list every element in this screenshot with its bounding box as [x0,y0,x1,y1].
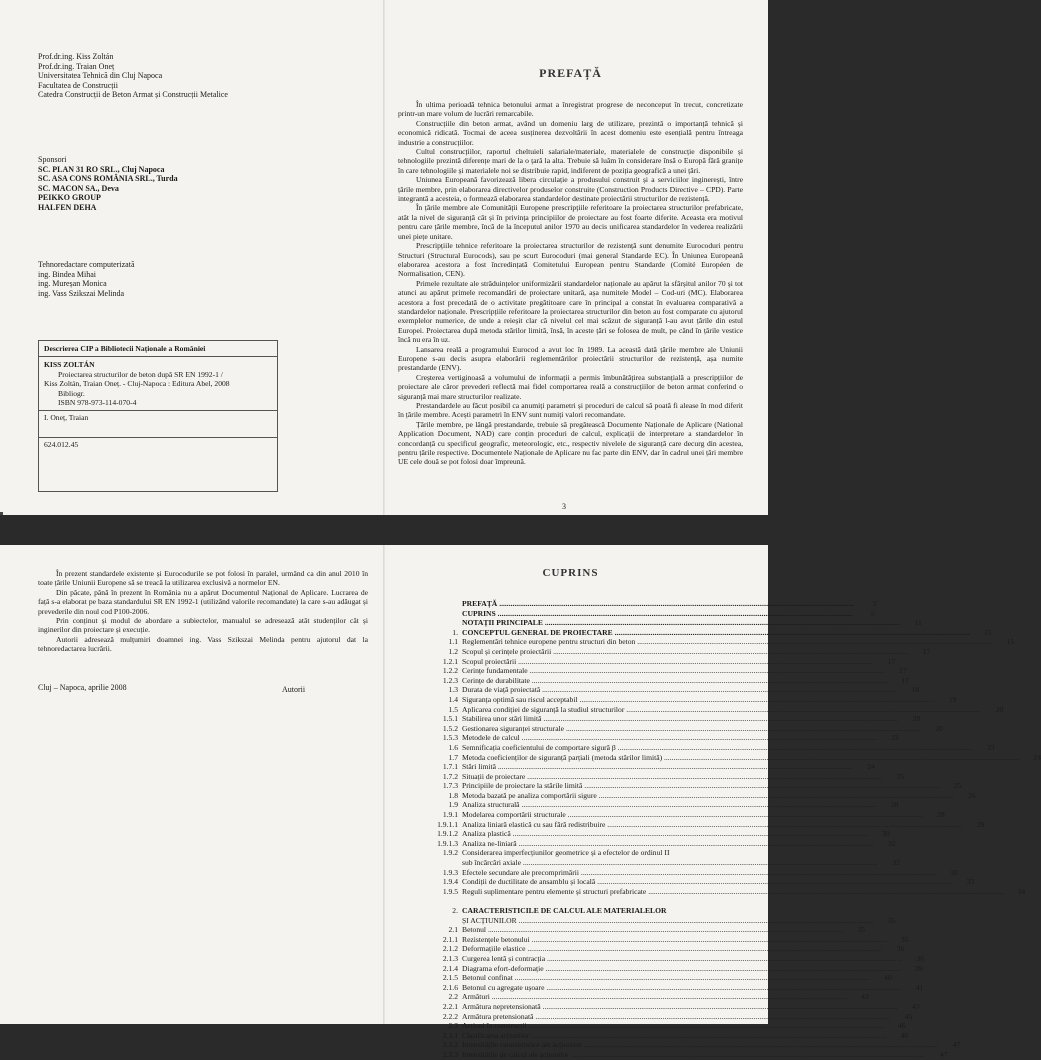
toc-number: 1.5.3 [442,733,458,743]
toc-row [398,896,738,906]
toc-number: 1.5.1 [442,714,458,724]
toc-row [398,906,738,916]
toc-entry-title: Situații de proiectare ..... [462,772,882,782]
toc-entry-title: CUPRINS ..... [462,609,853,619]
cip-code: 624.012.45 [39,437,277,451]
toc-page-number [716,848,738,858]
toc-number: 1.9.1 [442,810,458,820]
toc-page-number: 18 [911,685,920,695]
preface-paragraph: Țările membre, pe lângă prestandarde, trebuie să pregătească Documente Naționale de Aplicare (National Application Document, NAD) care conțin proceduri de calcul, explicații de interpretare a standardelor în concordanță cu specificul geografic, meteorologic, etc., respectiv nivelele de siguranță care decurg din acestea, pentru țările respective. Documentele Naționale de Aplicare nu fac parte din ENV, dar în cadrul unei țări membre UE cele două se pot folosi doar împreună. [398,419,743,467]
toc-entry-title: Principiile de proiectare la stările limită ..... [462,781,939,791]
preface-paragraph: În ultima perioadă tehnica betonului armat a înregistrat progrese de neconceput în trecut, concretizate printr-un mare volum de lucrări remarcabile. [398,100,743,119]
sponsor-line: PEIKKO GROUP [38,193,101,203]
author-line: Prof.dr.ing. Traian Oneț [38,61,115,71]
toc-row [398,599,877,609]
continuation-paragraph: În prezent standardele existente și Eurocodurile se pot folosi în paralel, urmând ca din anul 2010 în toate țările Uniunii Europene să se treacă la utilizarea exclusivă a normelor EN. [38,569,368,588]
toc-entry-title: Cerințe fundamentale ..... [462,666,884,676]
toc-entry-title: Intensitățile de calcul ale acțiunilor ..... [462,1050,926,1060]
toc-entry-title: Betonul ..... [462,925,843,935]
toc-entry-title: Durata de viață proiectată ..... [462,685,897,695]
toc-row [398,656,896,667]
toc-page-number: 17 [898,666,907,676]
toc-entry-title: Betonul confinat ..... [462,973,870,983]
cip-title-line: ISBN 978-973-114-070-4 [58,398,137,408]
toc-page-number: 17 [901,675,909,685]
toc-number: 2.3.1 [442,1030,458,1040]
toc-page-number: 39 [914,963,923,973]
signature: Autorii [282,685,306,694]
toc-number: 1.9.1.1 [437,819,458,829]
toc-row [398,992,869,1002]
toc-number: 1.9.4 [442,877,458,887]
toc-row [398,1040,961,1050]
toc-row [398,1001,920,1012]
toc-row [398,646,931,657]
toc-row [398,1049,948,1060]
cip-author: KISS ZOLTÁN [44,360,95,370]
toc-page-number: 5 [870,608,875,618]
toc-row [398,781,962,791]
toc-row [398,915,896,926]
toc-number: 1.9.1.2 [437,829,458,839]
toc-entry-title: Scopul proiectării ..... [462,657,873,667]
toc-entry-title: Efectele secundare ale precomprimării ..... [462,868,936,878]
toc-page-number [716,906,738,916]
toc-page-number: 33 [966,877,975,887]
toc-row [398,953,925,964]
toc-page-number: 17 [887,656,896,666]
toc-page-number: 28 [937,810,945,820]
toc-row [398,810,945,820]
toc-page-number: 43 [861,992,869,1002]
sponsor-line: SC. ASA CONS ROMÂNIA SRL., Turda [38,174,178,184]
toc-page-number: 34 [1017,886,1026,896]
toc-number [398,858,462,868]
toc-number: 2.1.2 [442,944,458,954]
toc-row [398,627,992,638]
toc-entry-title: CARACTERISTICILE DE CALCUL ALE MATERIALELOR [462,906,667,915]
toc-page-number: 28 [890,800,899,810]
toc-entry-title: Metoda coeficienților de siguranță parțiali (metoda stărilor limită) ..... [462,753,1019,763]
toc-entry-title: Analiza liniară elastică cu sau fără redistribuire ..... [462,820,962,830]
toc-number: 1.4 [448,694,458,704]
toc-row [398,1011,913,1022]
toc-entry-title: Aplicarea condiției de siguranță la studiul structurilor ..... [462,705,981,715]
toc-page-number [716,896,738,906]
gutter [383,0,385,515]
toc-entry-title: Considerarea imperfecțiunilor geometrice și a efectelor de ordinul II [462,848,670,858]
toc-number: 1.5 [448,704,458,714]
author-block [38,52,368,100]
tehno-block [38,260,368,298]
toc-page-number: 47 [952,1040,961,1050]
preface-paragraph: Lansarea reală a programului Eurocod a avut loc în 1989. La această dată țările membre ale Uniunii Europene s-au decis asupra elaborării reglementărilor proiectării structurilor de rezistență, așa numite prestandarde (ENV). [398,344,743,373]
cip-body [39,357,277,410]
toc-entry-title: Betonul cu agregate ușoare ..... [462,983,901,993]
toc-page-number: 36 [916,953,925,963]
tehno-line: ing. Vass Szikszai Melinda [38,288,125,298]
toc-entry-title: Armături ..... [462,992,847,1002]
toc-number: 2.3 [448,1021,458,1031]
toc-row [398,714,921,724]
preface-body [398,100,743,467]
toc-number: 2.2.2 [442,1011,458,1021]
preface-title: PREFAȚĂ [539,66,602,80]
toc-entry-title: Diagrama efort-deformație ..... [462,964,901,974]
preface-paragraph: Creșterea vertiginoasă a volumului de informații a permis îmbunătățirea substanțială a prescripțiilor de proiectare ale căror prevederi reflectă mai fidel comportarea reală a construcțiilor de beton armat conferind o siguranță mai mare structurilor realizate. [398,372,743,401]
toc-number: 1.2.1 [442,656,458,666]
toc-row [398,848,738,858]
toc-page-number: 22 [891,733,899,743]
toc-number: 2.1.5 [442,973,458,983]
toc-page-number: 23 [987,742,995,752]
toc-row [398,858,900,868]
toc-page-number: 25 [953,781,962,791]
toc-row [398,973,892,983]
toc-row [398,694,957,705]
toc-number: 1.3 [448,685,458,695]
preface-paragraph: Construcțiile din beton armat, având un domeniu larg de utilizare, prezintă o importanță tehnică și economică ridicată. Tocmai de aceea susținerea dezvoltării în acest domeniu este esențială pentru întreaga industrie a construcțiilor. [398,118,743,147]
toc-row [398,819,985,830]
toc-number: 1.8 [448,790,458,800]
toc-page-number: 36 [896,944,905,954]
toc-entry-title: Semnificația coeficientului de comportare sigură β ..... [462,743,973,753]
page-number: 3 [562,502,566,511]
toc-number [398,916,462,926]
sponsor-line: SC. PLAN 31 RO SRL., Cluj Napoca [38,164,165,174]
cip-header: Descrierea CIP a Bibliotecii Naționale a României [39,341,277,357]
preface-paragraph: Prescripțiile tehnice referitoare la proiectarea structurilor de rezistență sunt denumite Eurocoduri pentru Structuri (Structural Eurocods), sau pe scurt Eurocoduri (mai general Standarde EC). În Uniunea Europeană elaborarea acestora a fost încredințată Comitetului European pentru Standarde (Comité Européen de Normalisation, CEN). [398,241,743,279]
contents-title: CUPRINS [542,567,599,579]
toc-page-number: 35 [857,925,865,935]
toc-page-number: 24 [867,762,875,772]
toc-page-number: 26 [968,790,976,800]
toc-page-number: 15 [1006,637,1015,647]
toc-entry-title: Scopul și cerințele proiectării ..... [462,647,908,657]
toc-entry-title: PREFAȚĂ ..... [462,599,854,609]
toc-entry-title: Acțiuni în construcții ..... [462,1021,883,1031]
toc-number: 1.7 [448,752,458,762]
toc-number: 2.3.3 [442,1049,458,1059]
scan-mark [0,512,3,515]
toc-row [398,704,1004,715]
toc-entry-title: Metodele de calcul ..... [462,733,877,743]
toc-number: 1.9.5 [442,886,458,896]
toc-entry-title: Analiza structurală ..... [462,800,876,810]
toc-row [398,886,1026,897]
toc-row [398,963,923,974]
toc-entry-title: Gestionarea siguranței structurale ..... [462,724,921,734]
tehno-line: ing. Mureșan Monica [38,279,107,289]
continuation-body [38,569,368,654]
toc-number: 1.7.1 [442,762,458,772]
sponsors-label: Sponsori [38,155,67,164]
toc-number: 2.1.1 [442,934,458,944]
toc-row [398,637,1015,647]
toc-row [398,982,924,993]
toc-page-number: 32 [950,867,958,877]
table-of-contents [398,599,1041,1060]
toc-row [398,838,896,849]
toc-page-number: 32 [887,838,896,848]
toc-row [398,944,905,954]
toc-number: 1.7.2 [442,771,458,781]
toc-row [398,762,875,772]
toc-number: 1. [452,627,458,637]
continuation-paragraph: Din păcate, până în prezent în România nu a apărut Documentul Național de Aplicare. Lucrarea de față s-a elaborat pe baza standardului SR EN 1992-1 (utilizând valorile recomandate) la care s-au adăugat și prevederile din noul cod P100-2006. [38,587,368,616]
gutter [383,545,385,1024]
toc-entry-title: Analiza ne-liniară ..... [462,839,874,849]
toc-row [398,723,943,734]
toc-number: 1.9.1.3 [437,838,458,848]
toc-number: 1.2 [448,646,458,656]
toc-row [398,752,1041,763]
toc-page-number: 46 [897,1021,906,1031]
toc-number: 1.9 [448,800,458,810]
toc-row [398,829,890,839]
toc-entry-title: Stabilirea unor stări limită ..... [462,714,898,724]
cip-title-line: Proiectarea structurilor de beton după SR EN 1992-1 / [58,369,223,379]
continuation-paragraph: Prin conținut și modul de abordare a subiectelor, manualul se adresează atât studenților cât și inginerilor din proiectare și execuție. [38,616,368,635]
cip-title-line: Kiss Zoltán, Traian Oneț. - Cluj-Napoca : Editura Abel, 2008 [44,379,230,389]
toc-row [398,877,975,887]
toc-page-number: 20 [912,714,921,724]
toc-number [398,896,462,906]
toc-entry-title: Modelarea comportării structurale ..... [462,810,923,820]
cip-box [38,340,278,492]
toc-entry-title: Rezistențele betonului ..... [462,935,887,945]
toc-page-number: 17 [922,646,931,656]
toc-entry-title: ȘI ACȚIUNILOR ..... [462,916,874,926]
toc-page-number: 46 [900,1030,909,1040]
toc-number: 2.1.3 [442,953,458,963]
toc-row [398,1030,909,1041]
toc-entry-title: Reguli suplimentare pentru elemente și structuri prefabricate ..... [462,887,1003,897]
toc-entry-title: Cerințe de durabilitate ..... [462,676,887,686]
bottom-spread [0,545,1041,1059]
author-line: Facultatea de Construcții [38,80,118,90]
toc-entry-title: CONCEPTUL GENERAL DE PROIECTARE ..... [462,628,970,638]
toc-entry-title: Curgerea lentă și contracția ..... [462,954,902,964]
toc-number: 2.1 [448,925,458,935]
toc-row [398,934,909,945]
toc-number: 2. [452,906,458,915]
toc-page-number: 41 [915,982,924,992]
toc-page-number: 32 [892,858,900,868]
toc-number [398,599,462,609]
toc-number: 1.5.2 [442,723,458,733]
preface-paragraph: Uniunea Europeană favorizează libera circulație a produsului construit și a serviciilor inginerești, între țările membre, prin elaborarea directivelor produselor construite (Construction Products Directive – CPD). Parte integrantă a acesteia, o formează elaborarea standardelor destinate proiectării structurilor de rezistență. [398,175,743,204]
toc-entry-title: Intensitățile caracteristice ale acțiunilor ..... [462,1040,938,1050]
toc-page-number: 35 [887,915,896,925]
author-line: Universitatea Tehnică din Cluj Napoca [38,71,163,81]
sponsor-line: SC. MACON SA., Deva [38,183,119,193]
toc-page-number: 24 [1033,752,1041,762]
toc-row [398,790,976,801]
place-date: Cluj – Napoca, aprilie 2008 [38,683,127,692]
toc-entry-title: Analiza plastică ..... [462,829,868,839]
toc-entry-title: Armătura pretensionată ..... [462,1012,890,1022]
toc-page-number: 20 [995,704,1004,714]
tehno-label: Tehnoredactare computerizată [38,260,135,269]
cip-title-line: Bibliogr. [58,388,85,398]
top-spread [0,0,768,515]
toc-row [398,685,920,695]
toc-number: 2.2 [448,992,458,1002]
toc-entry-title: Deformațiile elastice ..... [462,944,882,954]
toc-row [398,800,899,810]
toc-number: 2.2.1 [442,1001,458,1011]
toc-row [398,608,875,619]
toc-page-number: 43 [911,1001,920,1011]
toc-page-number: 25 [896,771,905,781]
preface-paragraph: Cultul construcțiilor, raportul cheltuieli salariale/materiale, materialele de construcție disponibile și tehnologiile prezintă diferențe mari de la o țară la alta. Trebuie să luăm în considerare însă o Europă fără granițe în care tehnologiile și materialele noi se distribuie rapid, indiferent de poziția geografică a unei țări. [398,147,743,175]
toc-row [398,771,905,782]
toc-number: 2.1.4 [442,963,458,973]
cip-coauthor: I. Oneț, Traian [39,410,277,437]
author-line: Catedra Construcții de Beton Armat și Construcții Metalice [38,90,228,100]
toc-entry-title: Clasificarea acțiunilor ..... [462,1031,886,1041]
toc-row [398,675,909,686]
toc-row [398,742,995,753]
preface-paragraph: În țările membre ale Comunității Europene prescripțiile referitoare la proiectarea structurilor prefabricate, atât la nivel de siguranță cât și în privința principiilor de proiectare au fost foarte diferite. Aceasta era motivul pentru care țările membre, încă de la începutul anilor 1970 au decis unificarea standardelor în vederea realizării unei piețe unitare. [398,203,743,241]
toc-page-number: 11 [914,618,922,628]
toc-number: 1.6 [448,742,458,752]
toc-entry-title: sub încărcări axiale ..... [462,858,878,868]
continuation-paragraph: Autorii adresează mulțumiri doamnei ing. Vass Szikszai Melinda pentru ajutorul dat la tehnoredactarea lucrării. [38,634,368,654]
toc-row [398,618,922,628]
toc-row [398,925,865,935]
toc-entry-title: Stări limită ..... [462,762,853,772]
toc-page-number: 45 [904,1011,913,1021]
toc-entry-title: Reglementări tehnice europene pentru structuri din beton ..... [462,637,992,647]
toc-number: 1.2.2 [442,666,458,676]
toc-row [398,867,958,878]
toc-page-number: 29 [976,819,985,829]
sponsor-line: HALFEN DEHA [38,202,97,212]
toc-page-number: 30 [882,829,890,839]
sponsors-block [38,155,368,213]
toc-number [398,609,462,619]
toc-page-number: 15 [984,627,992,637]
toc-row [398,666,907,676]
toc-page-number: 47 [940,1049,948,1059]
toc-entry-title: Condiții de ductilitate de ansamblu și locală ..... [462,877,952,887]
toc-page-number: 19 [948,694,957,704]
toc-entry-title: Siguranța optimă sau riscul acceptabil ..... [462,695,934,705]
preface-paragraph: Prestandardele au făcut posibil ca anumiți parametri și proceduri de calcul să poată fi alease în mod diferit în țările membre. Acești parametri în ENV sunt numiți valori recomandate. [398,401,743,420]
toc-page-number: 40 [884,973,892,983]
toc-page-number: 35 [901,934,909,944]
preface-paragraph: Primele rezultate ale străduințelor uniformizării standardelor naționale au apărut la sfârșitul anilor 70 și tot atunci au apărut primele recomandări de proiectare unitară, așa numitele Model – Cod-uri (MC). Elaborarea acestora a fost precedată de o activitate pregătitoare care în principal a constat în evaluarea comparativă a standardelor naționale. Prescripțiile referitoare la proiectarea structurilor din beton au fost comparate cu ajutorul exemplelor numerice, de unde a reieșit clar că nivelul cel mai scăzut de siguranță l-au avut țările din estul Europei. Proiectarea după metoda stărilor limită, însă, în aceste țări se folosea de mult, pe când în țările vestice încă nu era în uz. [398,278,743,345]
toc-number: 2.1.6 [442,982,458,992]
toc-number: 1.9.2 [442,848,458,858]
toc-row [398,1021,906,1031]
toc-number: 1.2.3 [442,675,458,685]
toc-page-number: 3 [872,599,877,608]
toc-number: 1.7.3 [442,781,458,791]
toc-page-number: 20 [935,723,943,733]
toc-entry-title: Armătura nepretensionată ..... [462,1002,898,1012]
tehno-line: ing. Bindea Mihai [38,269,96,279]
toc-number: 2.3.2 [442,1040,458,1050]
toc-number [398,618,462,628]
toc-number: 1.1 [448,637,458,647]
toc-number: 1.9.3 [442,867,458,877]
toc-entry-title: NOTAȚII PRINCIPALE ..... [462,618,900,628]
toc-entry-title: Metoda bazată pe analiza comportării sigure ..... [462,791,954,801]
toc-row [398,733,899,743]
toc-entry-title [462,896,716,906]
author-line: Prof.dr.ing. Kiss Zoltán [38,52,114,61]
